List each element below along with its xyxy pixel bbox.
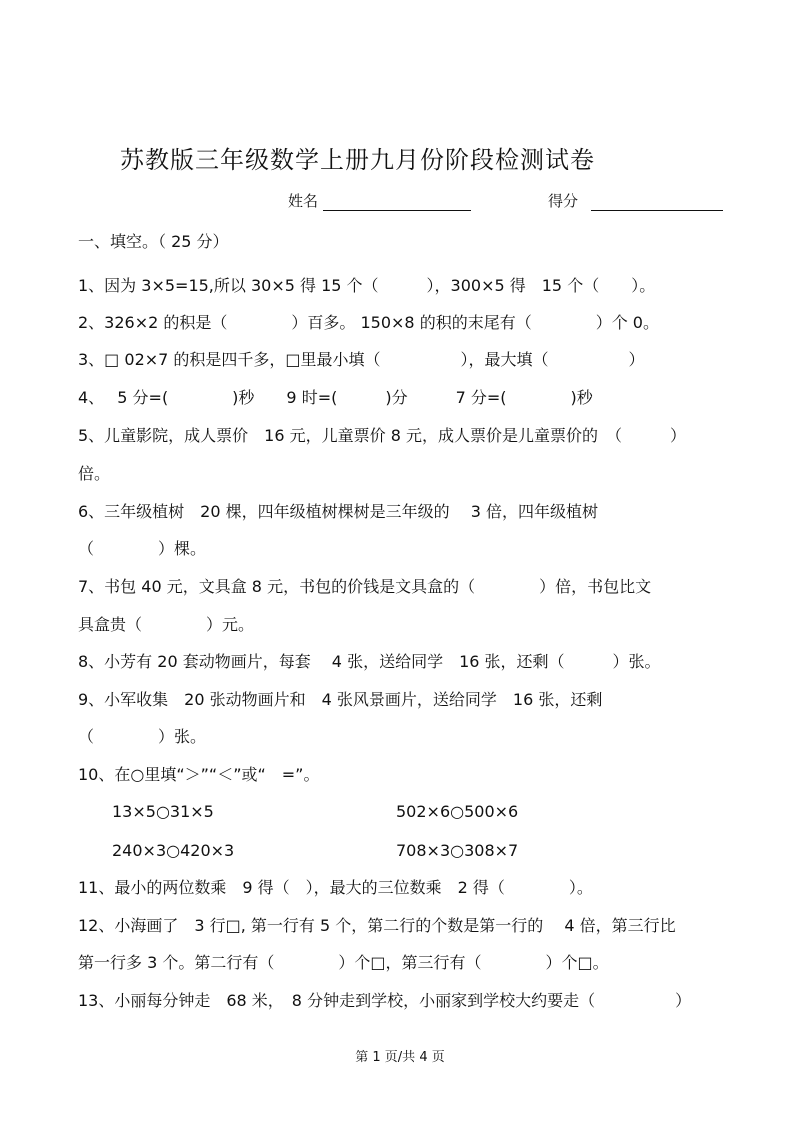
question-5: 5、儿童影院，成人票价 16 元，儿童票价 8 元，成人票价是儿童票价的 （ ） <box>78 426 686 445</box>
name-label: 姓名 <box>288 192 319 210</box>
question-10: 10、在○里填“＞”“＜”或“ =”。 <box>78 765 320 784</box>
question-7-cont: 具盒贵（ ）元。 <box>78 615 255 634</box>
question-9-cont: （ ）张。 <box>78 727 207 746</box>
score-blank <box>591 196 723 211</box>
question-11: 11、最小的两位数乘 9 得（ ），最大的三位数乘 2 得（ ）。 <box>78 878 593 897</box>
name-field <box>288 190 471 211</box>
question-6: 6、三年级植树 20 棵，四年级植树棵树是三年级的 3 倍，四年级植树 <box>78 502 598 521</box>
compare-item-1: 13×5○31×5 <box>112 802 214 821</box>
compare-item-2: 502×6○500×6 <box>396 802 519 821</box>
question-9: 9、小军收集 20 张动物画片和 4 张风景画片，送给同学 16 张，还剩 <box>78 690 603 709</box>
question-6-cont: （ ）棵。 <box>78 539 207 558</box>
compare-item-4: 708×3○308×7 <box>396 841 519 860</box>
question-13: 13、小丽每分钟走 68 米， 8 分钟走到学校，小丽家到学校大约要走（ ） <box>78 991 692 1010</box>
question-12-cont: 第一行多 3 个。第二行有（ ）个□，第三行有（ ）个□。 <box>78 953 609 972</box>
question-8: 8、小芳有 20 套动物画片，每套 4 张，送给同学 16 张，还剩（ ）张。 <box>78 652 661 671</box>
question-1: 1、因为 3×5=15,所以 30×5 得 15 个（ ），300×5 得 15 个（ ）。 <box>78 276 656 295</box>
question-4: 4、 5 分=( )秒 9 时=( )分 7 分=( )秒 <box>78 388 593 407</box>
score-field <box>548 190 723 211</box>
exam-title: 苏教版三年级数学上册九月份阶段检测试卷 <box>120 146 595 174</box>
page-footer: 第 1 页/共 4 页 <box>355 1050 445 1065</box>
name-blank <box>323 196 471 211</box>
compare-item-3: 240×3○420×3 <box>112 841 235 860</box>
question-5-cont: 倍。 <box>78 464 111 483</box>
score-label: 得分 <box>548 192 579 210</box>
question-2: 2、326×2 的积是（ ）百多。 150×8 的积的末尾有（ ）个 0。 <box>78 313 659 332</box>
question-3: 3、□ 02×7 的积是四千多，□里最小填（ ），最大填（ ） <box>78 350 645 369</box>
question-7: 7、书包 40 元，文具盒 8 元，书包的价钱是文具盒的（ ）倍，书包比文 <box>78 577 652 596</box>
question-12: 12、小海画了 3 行□, 第一行有 5 个，第二行的个数是第一行的 4 倍，第三行比 <box>78 916 676 935</box>
section-heading: 一、填空。（ 25 分） <box>78 232 229 251</box>
